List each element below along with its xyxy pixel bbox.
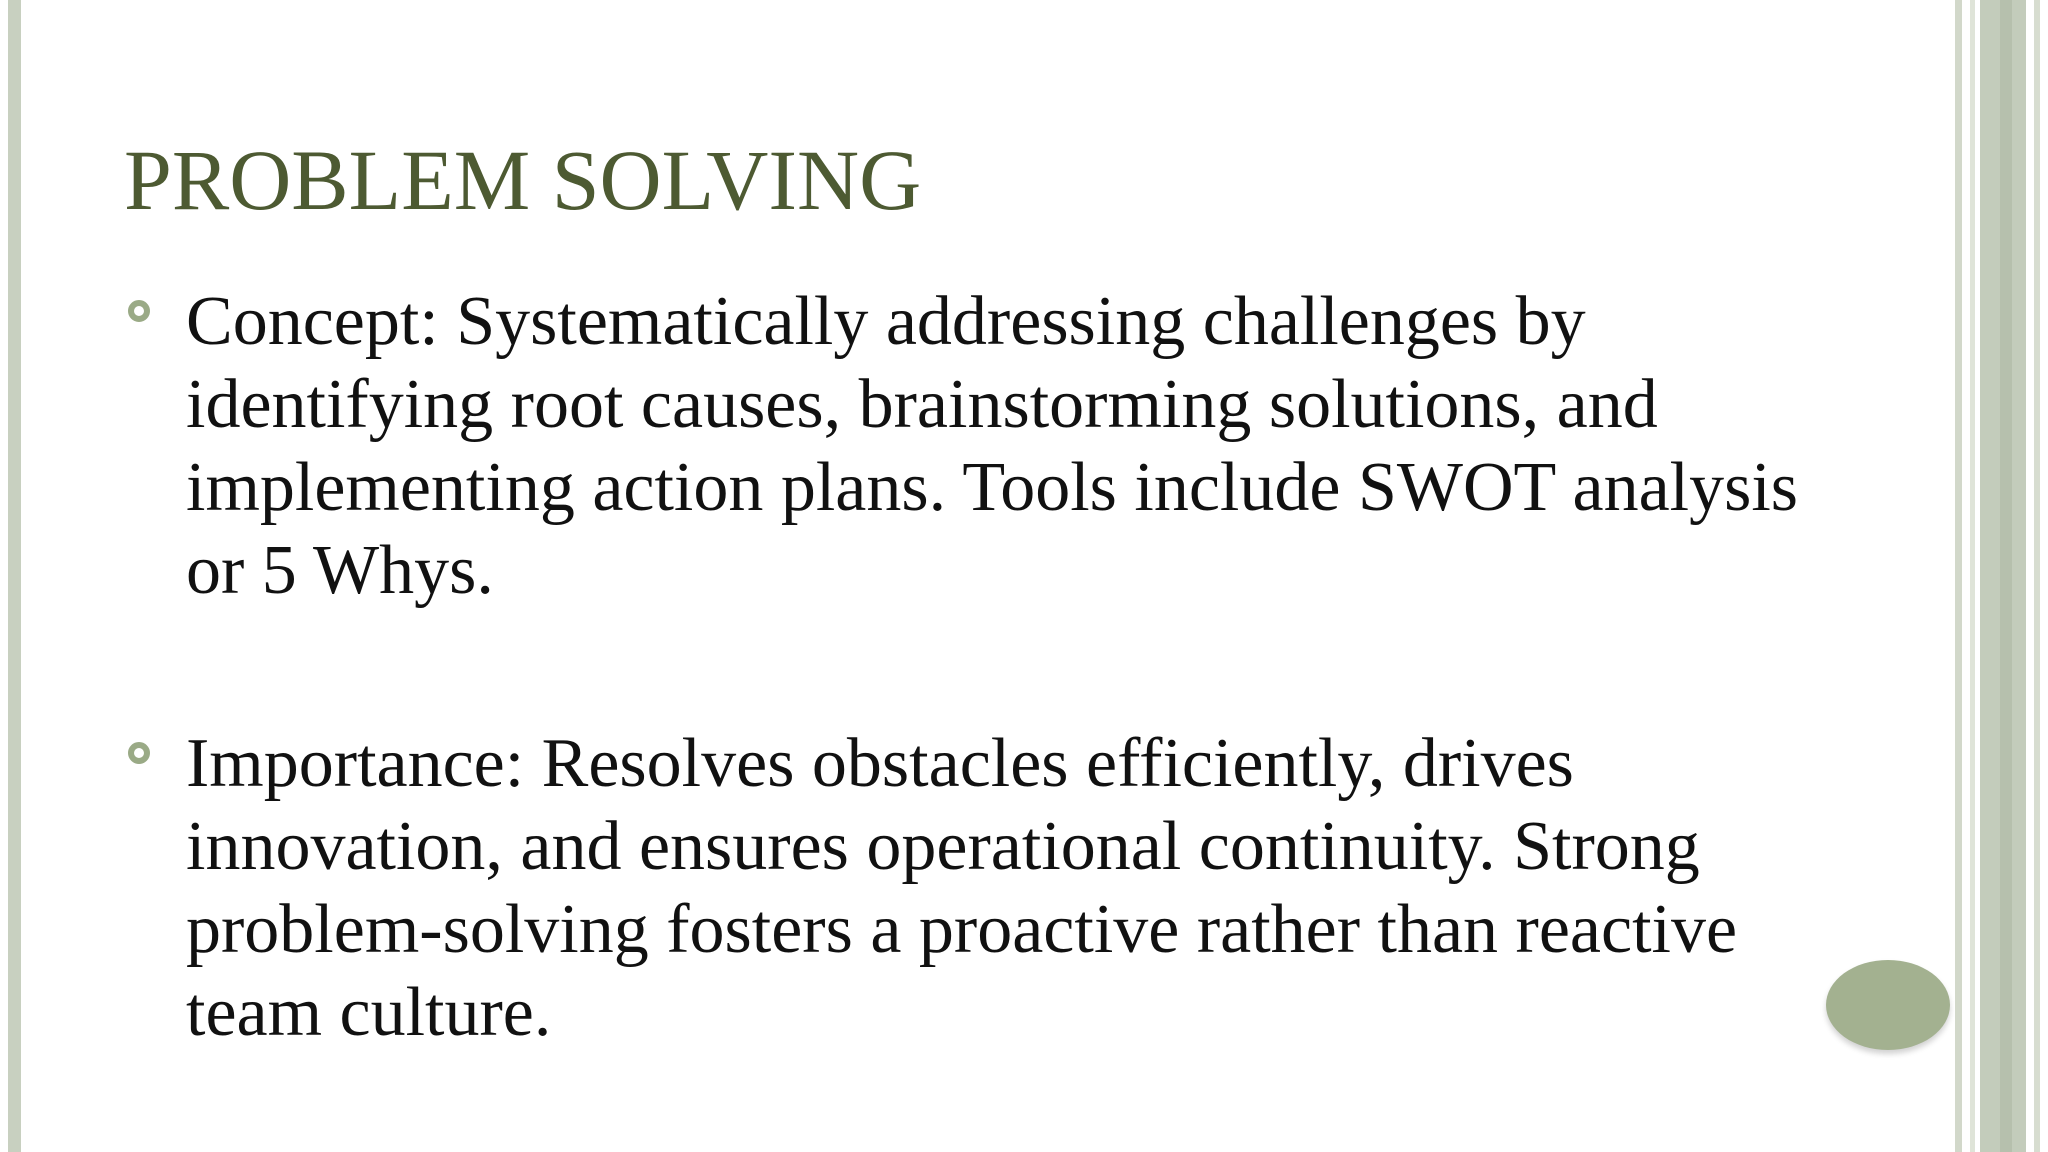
- bullet-list: [124, 280, 1824, 1054]
- right-frame-line: [1970, 0, 1975, 1152]
- hollow-circle-bullet-icon: [128, 742, 150, 764]
- bullet-text: Concept: Systematically addressing challenges by identifying root causes, brainstorming solutions, and implementing action plans. Tools include SWOT analysis or 5 Whys.: [186, 283, 1799, 609]
- right-frame-band: [2000, 0, 2012, 1152]
- bullet-item-importance: [124, 722, 1824, 1054]
- left-border-decoration: [8, 0, 21, 1152]
- right-frame-line: [2034, 0, 2040, 1152]
- bullet-text: Importance: Resolves obstacles efficiently, drives innovation, and ensures operational continuity. Strong problem-solving fosters a proactive rather than reactive team culture.: [186, 725, 1738, 1051]
- right-frame-line: [1955, 0, 1962, 1152]
- oval-decoration: [1826, 960, 1950, 1050]
- bullet-item-concept: [124, 280, 1824, 612]
- slide-title: PROBLEM SOLVING: [124, 132, 922, 228]
- hollow-circle-bullet-icon: [128, 300, 150, 322]
